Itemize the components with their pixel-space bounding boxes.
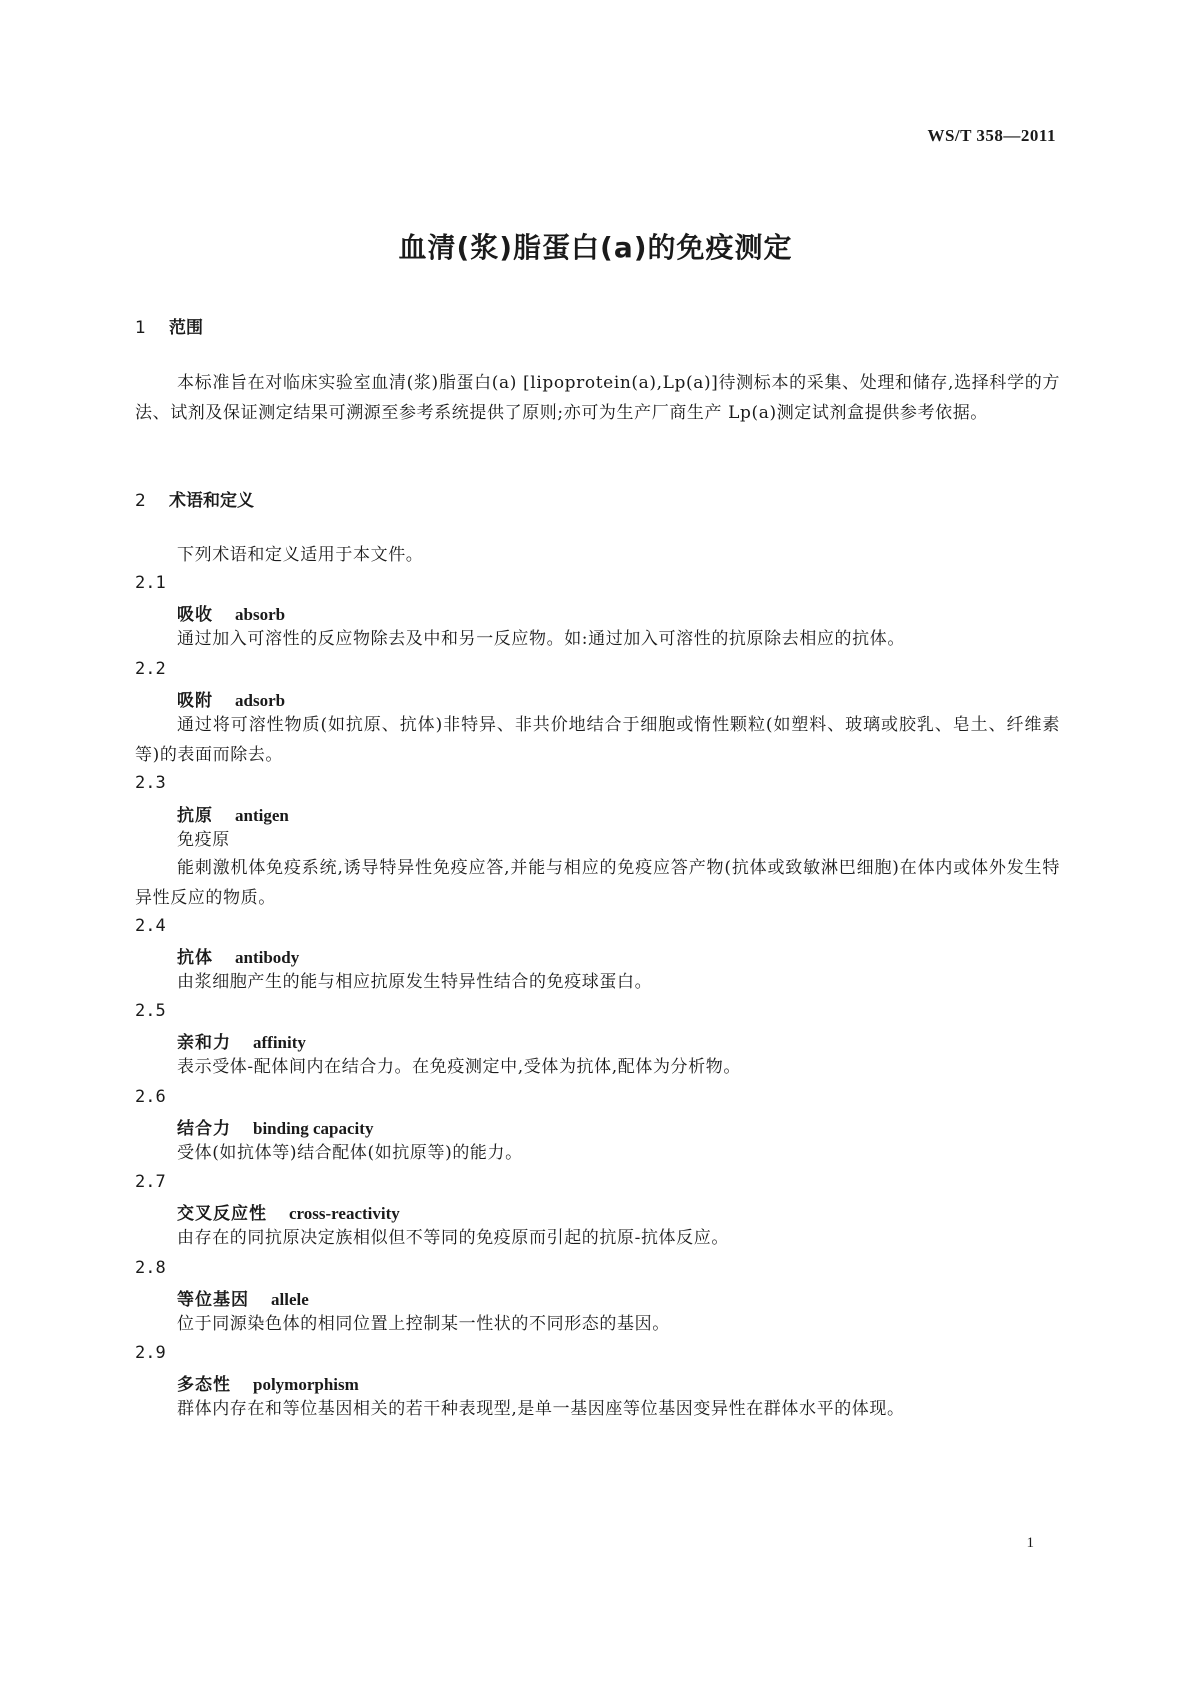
clause-number: 2.4 [135, 916, 166, 936]
clause-number: 2.9 [135, 1343, 166, 1363]
term-en: polymorphism [253, 1375, 359, 1394]
clause-number: 2.7 [135, 1172, 166, 1192]
term-heading [177, 1370, 359, 1395]
term-heading [177, 801, 289, 826]
section-number: 2 [135, 491, 146, 511]
term-zh: 等位基因 [177, 1290, 249, 1310]
document-title: 血清(浆)脂蛋白(a)的免疫测定 [398, 231, 793, 264]
term-zh: 抗原 [177, 806, 213, 826]
term-heading [177, 1028, 306, 1053]
term-zh: 结合力 [177, 1119, 231, 1139]
term-definition: 通过加入可溶性的反应物除去及中和另一反应物。如:通过加入可溶性的抗原除去相应的抗体。 [177, 629, 905, 649]
term-heading [177, 943, 299, 968]
term-en: antigen [235, 806, 289, 825]
term-definition: 通过将可溶性物质(如抗原、抗体)非特异、非共价地结合于细胞或惰性颗粒(如塑料、玻璃或胶乳、皂土、纤维素等)的表面而除去。 [135, 715, 1060, 765]
clause-number: 2.8 [135, 1258, 166, 1278]
standard-code: WS/T 358—2011 [927, 126, 1056, 145]
term-en: absorb [235, 605, 286, 624]
term-definition: 表示受体-配体间内在结合力。在免疫测定中,受体为抗体,配体为分析物。 [177, 1057, 741, 1077]
term-definition: 由浆细胞产生的能与相应抗原发生特异性结合的免疫球蛋白。 [177, 972, 653, 992]
term-en: allele [271, 1290, 309, 1309]
clause-number: 2.5 [135, 1001, 166, 1021]
term-en: affinity [253, 1033, 306, 1052]
term-zh: 抗体 [177, 948, 213, 968]
section-title: 范围 [169, 318, 203, 338]
term-en: antibody [235, 948, 300, 967]
section-heading-terms [135, 486, 254, 511]
term-zh: 交叉反应性 [177, 1204, 267, 1224]
term-heading [177, 686, 285, 711]
term-definition: 群体内存在和等位基因相关的若干种表现型,是单一基因座等位基因变异性在群体水平的体现。 [177, 1399, 905, 1419]
page-number: 1 [1026, 1535, 1034, 1551]
term-zh: 多态性 [177, 1375, 231, 1395]
clause-number: 2.6 [135, 1087, 166, 1107]
terms-intro-paragraph: 下列术语和定义适用于本文件。 [177, 545, 424, 565]
term-zh: 吸收 [177, 605, 213, 625]
term-zh: 吸附 [177, 691, 213, 711]
term-zh: 亲和力 [177, 1033, 231, 1053]
clause-number: 2.1 [135, 573, 166, 593]
term-heading [177, 1114, 373, 1139]
term-heading [177, 600, 285, 625]
clause-number: 2.2 [135, 659, 166, 679]
scope-paragraph: 本标准旨在对临床实验室血清(浆)脂蛋白(a) [lipoprotein(a),Lp(a)]待测标本的采集、处理和储存,选择科学的方法、试剂及保证测定结果可溯源至参考系统提供了原则;亦可为生产厂商生产 Lp(a)测定试剂盒提供参考依据。 [135, 373, 1060, 423]
term-en: cross-reactivity [289, 1204, 400, 1223]
clause-number: 2.3 [135, 773, 166, 793]
term-heading [177, 1199, 400, 1224]
term-synonym: 免疫原 [177, 830, 230, 850]
term-definition: 能刺激机体免疫系统,诱导特异性免疫应答,并能与相应的免疫应答产物(抗体或致敏淋巴细胞)在体内或体外发生特异性反应的物质。 [135, 858, 1060, 908]
term-heading [177, 1285, 309, 1310]
term-definition: 受体(如抗体等)结合配体(如抗原等)的能力。 [177, 1143, 523, 1163]
term-definition: 位于同源染色体的相同位置上控制某一性状的不同形态的基因。 [177, 1314, 670, 1334]
section-title: 术语和定义 [169, 491, 254, 511]
section-number: 1 [135, 318, 146, 338]
term-en: binding capacity [253, 1119, 374, 1138]
section-heading-scope [135, 313, 203, 338]
term-en: adsorb [235, 691, 286, 710]
term-definition: 由存在的同抗原决定族相似但不等同的免疫原而引起的抗原-抗体反应。 [177, 1228, 729, 1248]
